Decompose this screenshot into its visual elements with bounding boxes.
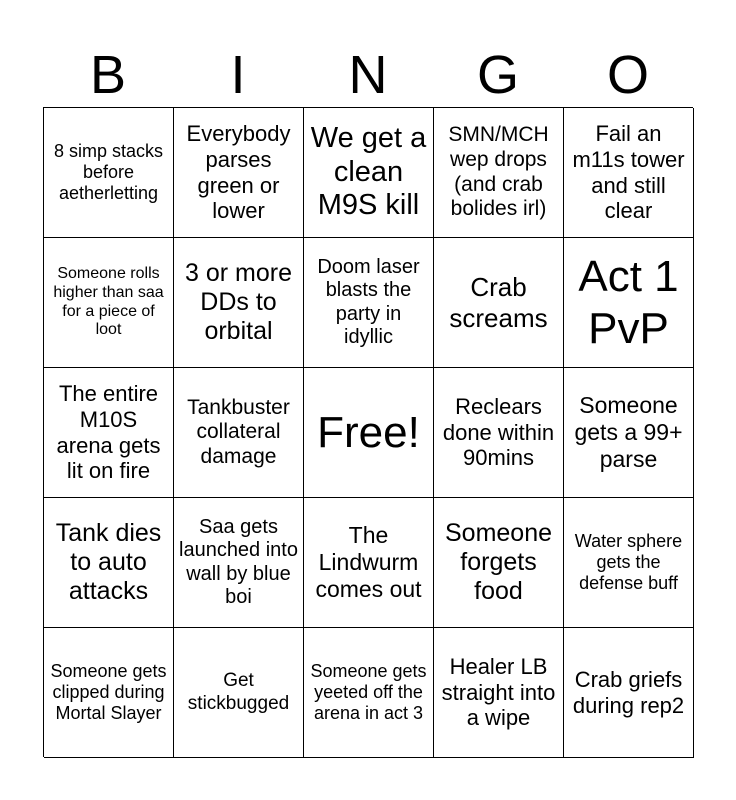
header-letter-b: B <box>89 45 127 105</box>
cell-text: Tank dies to auto attacks <box>55 518 162 606</box>
cell-text: We get a clean M9S kill <box>310 121 427 222</box>
bingo-cell-r2c1[interactable] <box>44 238 174 368</box>
bingo-cell-r4c2[interactable] <box>174 498 304 628</box>
bingo-cell-r4c4[interactable] <box>434 498 564 628</box>
cell-text: Doom laser blasts the party in idyllic <box>317 255 420 348</box>
cell-text: The Lindwurm comes out <box>315 522 422 602</box>
cell-text: Crab griefs during rep2 <box>572 666 685 718</box>
cell-text: Someone gets a 99+ parse <box>574 392 683 472</box>
bingo-cell-r5c5[interactable] <box>564 628 694 758</box>
bingo-cell-r1c3[interactable] <box>304 108 434 238</box>
cell-text: SMN/MCH wep drops (and crab bolides irl) <box>448 123 549 221</box>
bingo-cell-r1c4[interactable] <box>434 108 564 238</box>
cell-text: Everybody parses green or lower <box>186 121 291 224</box>
bingo-cell-r3c2[interactable] <box>174 368 304 498</box>
header-letter-g: G <box>476 45 519 105</box>
bingo-cell-r5c3[interactable] <box>304 628 434 758</box>
cell-text: Saa gets launched into wall by blue boi <box>179 515 298 608</box>
header-letter-n: N <box>348 45 388 105</box>
cell-text: Free! <box>317 407 420 457</box>
bingo-cell-r3c4[interactable] <box>434 368 564 498</box>
cell-text: Get stickbugged <box>187 670 290 714</box>
cell-text: Someone forgets food <box>444 518 553 606</box>
cell-text: Crab screams <box>449 272 548 333</box>
bingo-cell-r4c5[interactable] <box>564 498 694 628</box>
cell-text: Someone gets yeeted off the arena in act 3 <box>310 660 427 724</box>
bingo-cell-r1c1[interactable] <box>44 108 174 238</box>
bingo-cell-r2c2[interactable] <box>174 238 304 368</box>
cell-text: Act 1 PvP <box>578 252 679 353</box>
bingo-cell-r3c5[interactable] <box>564 368 694 498</box>
cell-text: 8 simp stacks before aetherletting <box>53 140 164 204</box>
cell-text: Someone rolls higher than saa for a piece of loot <box>53 265 164 339</box>
bingo-cell-r2c3[interactable] <box>304 238 434 368</box>
cell-text: Fail an m11s tower and still clear <box>572 121 685 224</box>
bingo-cell-r5c1[interactable] <box>44 628 174 758</box>
cell-text: Tankbuster collateral damage <box>187 395 290 468</box>
bingo-cell-r5c2[interactable] <box>174 628 304 758</box>
bingo-cell-r3c1[interactable] <box>44 368 174 498</box>
bingo-board <box>43 107 693 757</box>
header-letter-o: O <box>606 45 649 105</box>
cell-text: 3 or more DDs to orbital <box>185 258 292 346</box>
bingo-header <box>43 44 693 106</box>
cell-text: Reclears done within 90mins <box>442 393 555 471</box>
bingo-cell-r5c4[interactable] <box>434 628 564 758</box>
cell-text: The entire M10S arena gets lit on fire <box>56 381 161 484</box>
cell-text: Someone gets clipped during Mortal Slayer <box>50 660 167 724</box>
bingo-cell-r4c3[interactable] <box>304 498 434 628</box>
bingo-cell-r2c4[interactable] <box>434 238 564 368</box>
header-letter-i: I <box>230 45 246 105</box>
cell-text: Water sphere gets the defense buff <box>574 530 683 594</box>
cell-text: Healer LB straight into a wipe <box>441 653 556 731</box>
bingo-cell-r1c5[interactable] <box>564 108 694 238</box>
bingo-cell-r2c5[interactable] <box>564 238 694 368</box>
bingo-free-space[interactable] <box>304 368 434 498</box>
bingo-cell-r1c2[interactable] <box>174 108 304 238</box>
bingo-cell-r4c1[interactable] <box>44 498 174 628</box>
